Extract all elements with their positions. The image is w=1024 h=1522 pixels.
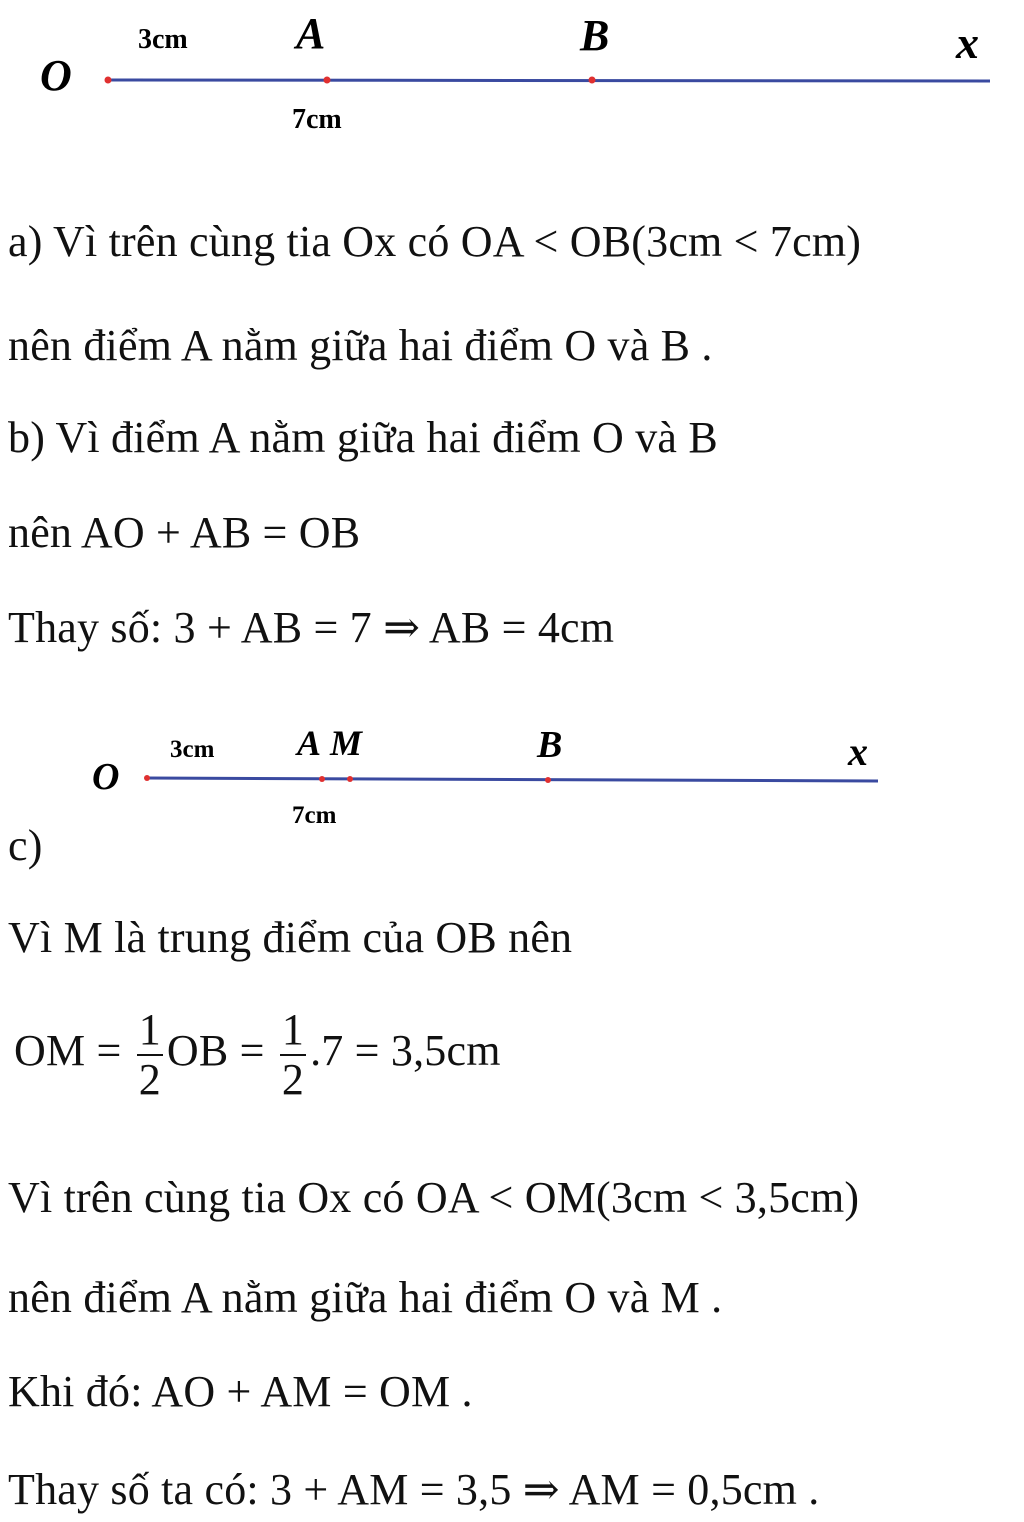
label-x-2: x [848,729,868,774]
ray-ox [108,80,990,81]
part-a-line-2: nên điểm A nằm giữa hai điểm O và B . [8,321,713,370]
fraction-denominator-2: 2 [281,1055,305,1104]
fraction-numerator-1: 1 [138,1005,161,1054]
fraction-half-1 [137,1005,163,1104]
fraction-half-2 [280,1005,306,1104]
part-b-line-3: Thay số: 3 + AB = 7 ⇒ AB = 4cm [8,603,615,652]
label-o-2: O [92,756,120,798]
ray-diagram-1 [0,0,1024,150]
label-m-2: M [330,723,363,763]
fraction-numerator-2: 1 [281,1005,305,1054]
formula-om-right: .7 = 3,5cm [310,1026,501,1076]
fraction-denominator-1: 2 [138,1055,161,1104]
ray-diagram-1-svg [0,0,1024,150]
length-ob-2: 7cm [292,802,337,829]
part-b-line-1: b) Vì điểm A nằm giữa hai điểm O và B [8,413,718,462]
ray-diagram-2 [0,715,1024,835]
label-a-2: A [297,723,322,763]
label-a: A [296,9,326,58]
part-c-om-formula [14,1005,501,1104]
part-a-line-1: a) Vì trên cùng tia Ox có OA < OB(3cm < 7cm) [8,217,862,266]
label-o: O [40,51,72,100]
length-oa-2: 3cm [170,736,215,763]
part-c-label: c) [8,821,43,870]
point-b-2 [545,777,551,783]
part-c-line-3: Vì trên cùng tia Ox có OA < OM(3cm < 3,5cm) [8,1173,860,1222]
point-b [589,77,596,84]
part-c-line-1: Vì M là trung điểm của OB nên [8,913,573,962]
part-c-line-6: Thay số ta có: 3 + AM = 3,5 ⇒ AM = 0,5cm . [8,1465,820,1514]
label-x: x [956,17,979,68]
part-c-line-5: Khi đó: AO + AM = OM . [8,1367,473,1416]
point-o-2 [144,775,150,781]
point-m-2 [347,776,353,782]
part-b-line-2: nên AO + AB = OB [8,508,361,557]
formula-om-mid: OB = [166,1026,265,1076]
formula-om-left: OM = [14,1026,122,1076]
label-b-2: B [537,724,563,766]
label-b: B [580,11,610,60]
part-c-line-4: nên điểm A nằm giữa hai điểm O và M . [8,1273,723,1322]
point-o [105,77,112,84]
ray-ox-2 [147,778,878,781]
ray-diagram-2-svg [0,715,1024,835]
length-oa: 3cm [138,24,188,55]
length-ob: 7cm [292,104,342,135]
point-a [324,77,331,84]
point-a-2 [319,776,325,782]
